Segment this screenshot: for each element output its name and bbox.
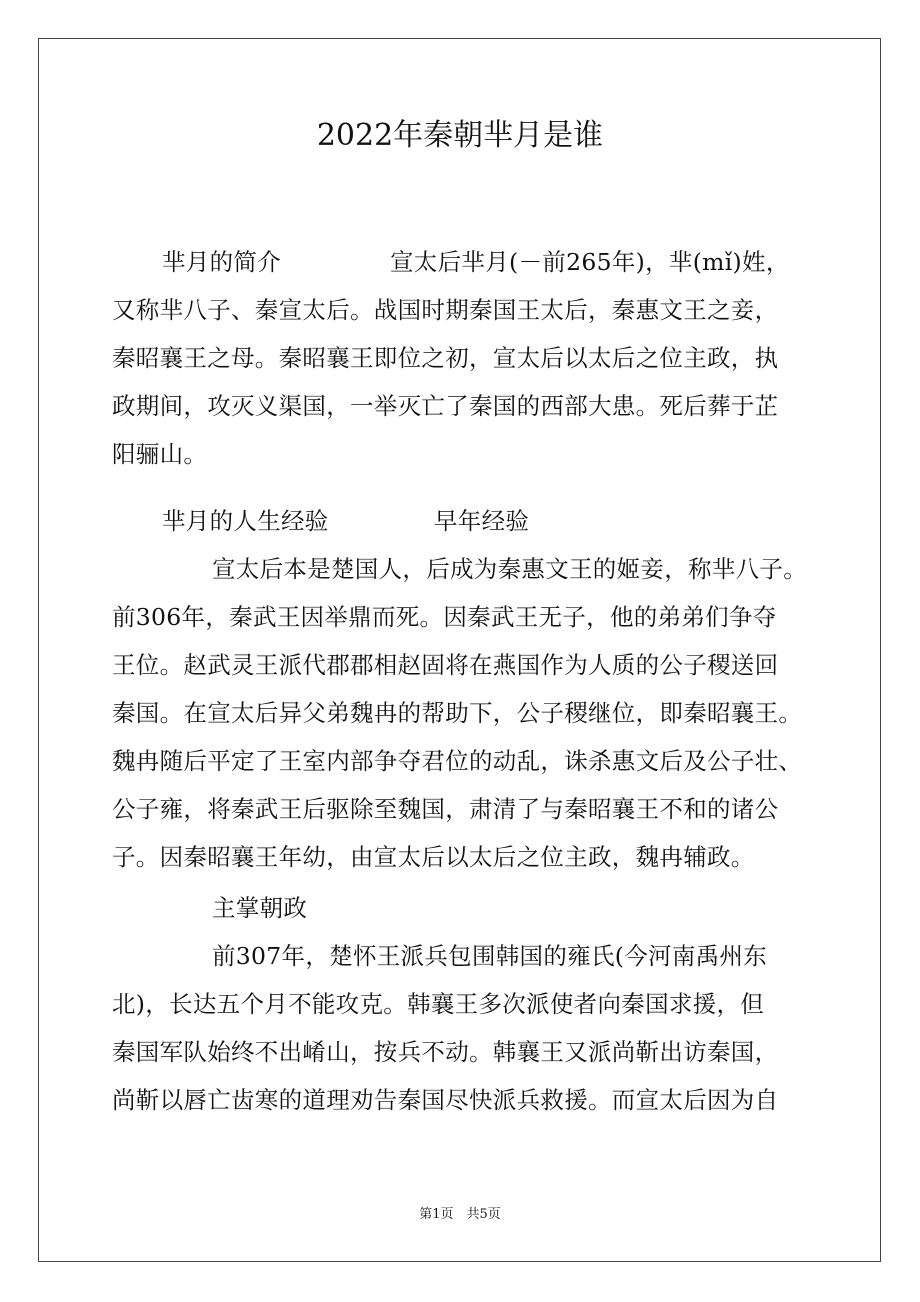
paragraph-line: 秦昭襄王之母。秦昭襄王即位之初，宣太后以太后之位主政，执: [112, 344, 779, 372]
section-heading: 芈月的简介: [162, 248, 281, 276]
paragraph-line: 秦国军队始终不出崤山，按兵不动。韩襄王又派尚靳出访秦国，: [112, 1038, 779, 1066]
paragraph-line: 阳骊山。: [112, 440, 208, 468]
paragraph-line: 又称芈八子、秦宣太后。战国时期秦国王太后，秦惠文王之妾，: [112, 296, 779, 324]
paragraph-line: 宣太后本是楚国人，后成为秦惠文王的姬妾，称芈八子。: [212, 555, 807, 583]
paragraph-line: 王位。赵武灵王派代郡郡相赵固将在燕国作为人质的公子稷送回: [112, 651, 779, 679]
page-number-footer: 第1页 共5页: [419, 1207, 501, 1222]
paragraph-line: 政期间，攻灭义渠国，一举灭亡了秦国的西部大患。死后葬于芷: [112, 392, 779, 420]
paragraph-line: 北)，长达五个月不能攻克。韩襄王多次派使者向秦国求援，但: [112, 990, 765, 1018]
document-title: 2022年秦朝芈月是谁: [316, 118, 604, 153]
paragraph-line: 宣太后芈月(－前265年)，芈(mǐ)姓，: [390, 248, 790, 276]
paragraph-line: 子。因秦昭襄王年幼，由宣太后以太后之位主政，魏冉辅政。: [112, 843, 755, 871]
section-heading: 芈月的人生经验: [162, 507, 329, 535]
section-subheading: 早年经验: [434, 507, 530, 535]
section-heading: 主掌朝政: [212, 894, 308, 922]
paragraph-line: 尚靳以唇亡齿寒的道理劝告秦国尽快派兵救援。而宣太后因为自: [112, 1086, 779, 1114]
paragraph-line: 秦国。在宣太后异父弟魏冉的帮助下，公子稷继位，即秦昭襄王。: [112, 699, 803, 727]
paragraph-line: 魏冉随后平定了王室内部争夺君位的动乱，诛杀惠文后及公子壮、: [112, 747, 803, 775]
paragraph-line: 前307年，楚怀王派兵包围韩国的雍氏(今河南禹州东: [212, 942, 768, 970]
paragraph-line: 公子雍，将秦武王后驱除至魏国，肃清了与秦昭襄王不和的诸公: [112, 795, 779, 823]
paragraph-line: 前306年，秦武王因举鼎而死。因秦武王无子，他的弟弟们争夺: [112, 603, 777, 631]
